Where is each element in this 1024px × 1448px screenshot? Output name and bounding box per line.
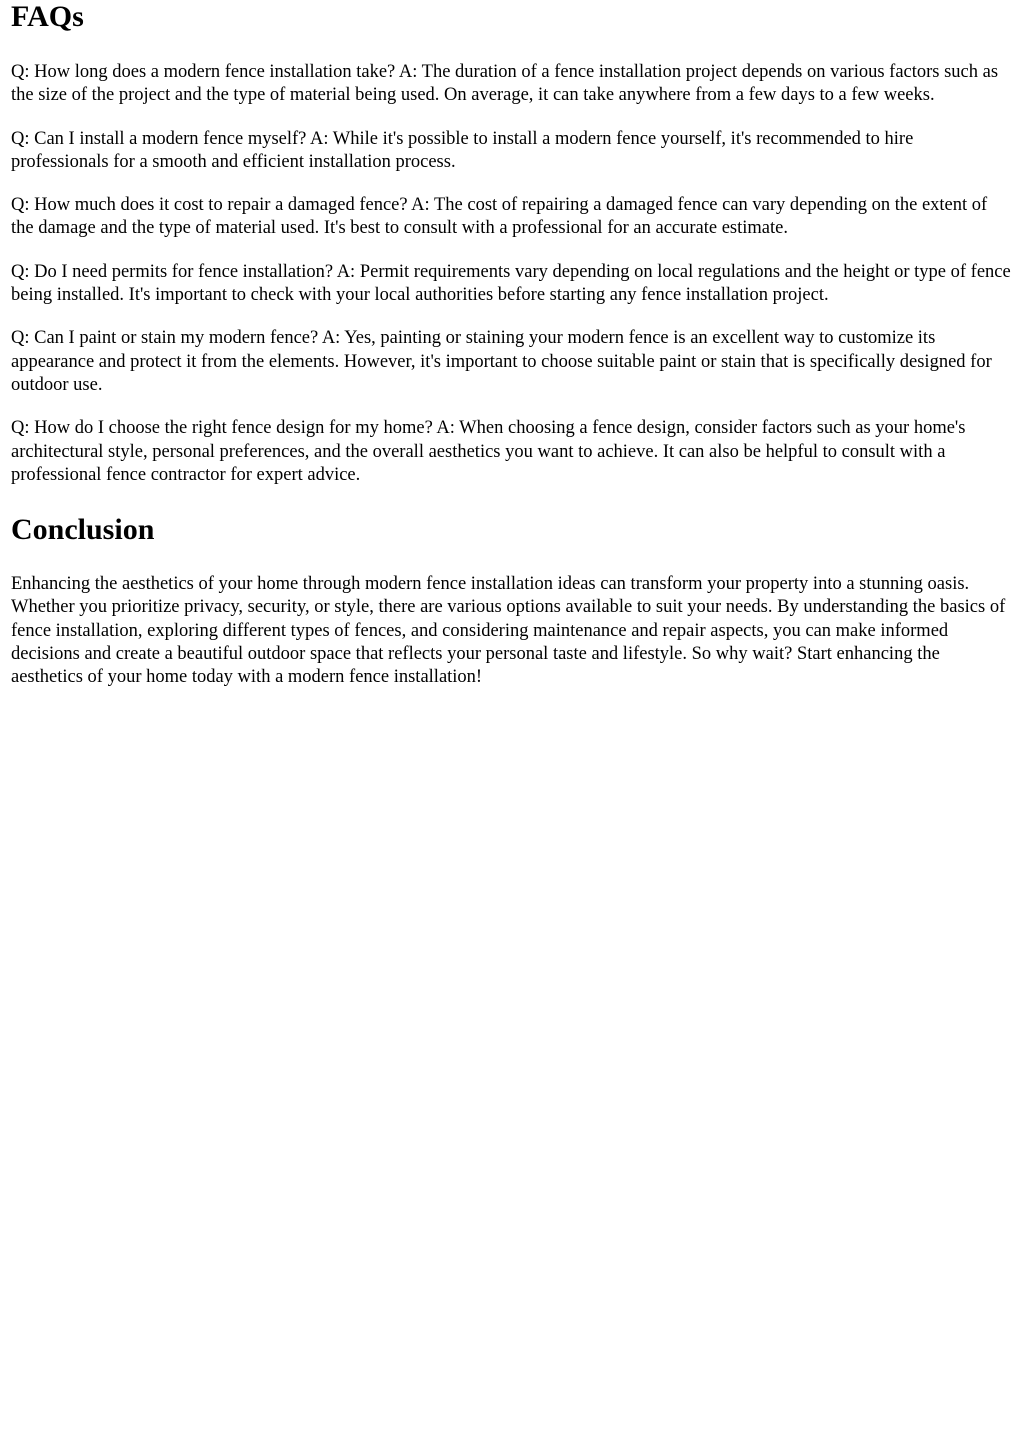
faq-item: Q: Can I paint or stain my modern fence? A: Yes, painting or staining your modern fence is an excellent way to customize its appearance and protect it from the elements. However, it's important to choose suitable paint or stain that is specifically designed for outdoor use. [11, 328, 992, 395]
faq-item: Q: How long does a modern fence installation take? A: The duration of a fence installation project depends on various factors such as the size of the project and the type of material being used. On average, it can take anywhere from a few days to a few weeks. [11, 62, 999, 106]
article-page [0, 0, 1024, 690]
faq-item: Q: How do I choose the right fence design for my home? A: When choosing a fence design, consider factors such as your home's architectural style, personal preferences, and the overall aesthetics you want to achieve. It can also be helpful to consult with a professional fence contractor for expert advice. [11, 418, 966, 485]
faq-section [11, 0, 1013, 487]
faq-item: Q: Do I need permits for fence installation? A: Permit requirements vary depending on local regulations and the height or type of fence being installed. It's important to check with your local authorities before starting any fence installation project. [11, 261, 1011, 306]
conclusion-heading: Conclusion [11, 513, 155, 547]
faq-item: Q: Can I install a modern fence myself? A: While it's possible to install a modern fence yourself, it's recommended to hire professionals for a smooth and efficient installation process. [11, 128, 914, 172]
faq-heading: FAQs [11, 0, 84, 33]
faq-item: Q: How much does it cost to repair a damaged fence? A: The cost of repairing a damaged fence can vary depending on the extent of the damage and the type of material used. It's best to consult with a professional for an accurate estimate. [11, 195, 988, 239]
conclusion-section [11, 513, 1013, 689]
conclusion-paragraph: Enhancing the aesthetics of your home through modern fence installation ideas can transform your property into a stunning oasis. Whether you prioritize privacy, security, or style, there are various options available to suit your needs. By understanding the basics of fence installation, exploring different types of fences, and considering maintenance and repair aspects, you can make informed decisions and create a beautiful outdoor space that reflects your personal taste and lifestyle. So why wait? Start enhancing the aesthetics of your home today with a modern fence installation! [11, 574, 1006, 688]
